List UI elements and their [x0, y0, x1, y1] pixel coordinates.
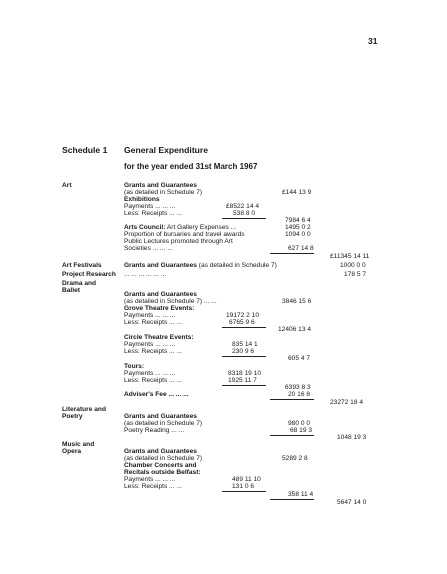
- art-council-label: Arts Council: Art Gallery Expenses ...: [124, 224, 237, 231]
- page-number: 31: [368, 36, 378, 46]
- drama-circle-receipts-amount: 230 9 6: [232, 348, 254, 355]
- music-gg-label: Grants and Guarantees: [124, 448, 197, 455]
- literature-section-rule: [270, 435, 314, 436]
- art-lectures-amount: 627 14 8: [288, 245, 314, 252]
- drama-grove-receipts-label: Less: Receipts ... ...: [124, 319, 182, 326]
- literature-gg-amount: 980 0 0: [288, 420, 310, 427]
- festivals-total: 1000 0 0: [340, 262, 366, 269]
- art-label: Art: [62, 182, 72, 189]
- art-lectures-label-2: Societies ... ... ...: [124, 245, 173, 252]
- drama-circle-net: 605 4 7: [288, 355, 310, 362]
- art-lectures-label-1: Public Lectures promoted through Art: [124, 238, 233, 245]
- art-payments-label: Payments ... ... ...: [124, 203, 176, 210]
- literature-label-2: Poetry: [62, 413, 83, 420]
- drama-tours-receipts-label: Less: Receipts ... ...: [124, 377, 182, 384]
- literature-total: 1048 19 3: [337, 434, 367, 441]
- drama-grove-net: 12406 13 4: [278, 326, 312, 333]
- music-chamber-net: 358 11 4: [288, 491, 314, 498]
- schedule-label: Schedule 1: [62, 145, 108, 155]
- art-receipts-amount: 538 8 0: [233, 210, 255, 217]
- music-label-2: Opera: [62, 448, 82, 455]
- drama-gg-amount: 3846 15 6: [282, 298, 312, 305]
- literature-gg-label: Grants and Guarantees: [124, 413, 197, 420]
- research-label: Project Research: [62, 271, 116, 278]
- drama-tours-label: Tours:: [124, 363, 145, 370]
- literature-gg-detail: (as detailed in Schedule 7): [124, 420, 203, 427]
- music-payments-amount: 489 11 10: [232, 476, 261, 483]
- drama-tours-receipts-amount: 1925 11 7: [228, 377, 257, 384]
- music-label-1: Music and: [62, 441, 95, 448]
- art-council-amount: 1495 0 2: [285, 224, 311, 231]
- art-exhibitions-rule: [222, 218, 266, 219]
- art-payments-amount: £8522 14 4: [226, 203, 260, 210]
- period-subtitle: for the year ended 31st March 1967: [124, 162, 258, 171]
- drama-circle-label: Circle Theatre Events:: [124, 334, 194, 341]
- music-receipts-label: Less: Receipts ... ...: [124, 483, 182, 490]
- literature-label-1: Literature and: [62, 406, 106, 413]
- art-bursaries-label: Proportion of bursaries and travel awards: [124, 231, 245, 238]
- literature-reading-label: Poetry Reading ... ...: [124, 427, 185, 434]
- drama-circle-payments-label: Payments ... ... ...: [124, 341, 176, 348]
- drama-circle-rule: [222, 356, 266, 357]
- drama-tours-rule: [222, 385, 266, 386]
- music-gg-amount: 5289 2 8: [282, 455, 308, 462]
- drama-label-1: Drama and: [62, 280, 97, 287]
- drama-circle-payments-amount: 835 14 1: [232, 341, 258, 348]
- art-bursaries-amount: 1094 0 0: [285, 231, 311, 238]
- art-gg-detail: (as detailed in Schedule 7): [124, 189, 203, 196]
- music-chamber-2: Recitals outside Belfast:: [124, 469, 201, 476]
- drama-gg-label: Grants and Guarantees: [124, 291, 197, 298]
- art-gg-amount: £144 13 9: [282, 189, 312, 196]
- drama-tours-payments-label: Payments ... ... ...: [124, 370, 176, 377]
- art-exhibitions-net: 7984 6 4: [285, 217, 311, 224]
- drama-grove-payments-label: Payments ... ... ...: [124, 312, 176, 319]
- music-section-rule: [270, 499, 314, 500]
- drama-grove-payments-amount: 19172 2 10: [226, 312, 260, 319]
- music-total: 5647 14 0: [337, 499, 367, 506]
- art-exhibitions: Exhibitions: [124, 196, 160, 203]
- drama-grove-label: Grove Theatre Events:: [124, 305, 195, 312]
- music-payments-label: Payments ... ... ...: [124, 476, 176, 483]
- drama-total: 23272 18 4: [330, 399, 364, 406]
- drama-gg-detail: (as detailed in Schedule 7) ... ...: [124, 298, 217, 305]
- drama-grove-receipts-amount: 6765 9 6: [229, 319, 255, 326]
- drama-tours-payments-amount: 8318 19 10: [228, 370, 262, 377]
- drama-label-2: Ballet: [62, 287, 80, 294]
- drama-section-rule: [270, 399, 314, 400]
- music-chamber-rule: [222, 491, 266, 492]
- literature-reading-amount: 68 19 3: [290, 427, 312, 434]
- art-gg-label: Grants and Guarantees: [124, 182, 197, 189]
- music-chamber-1: Chamber Concerts and: [124, 462, 197, 469]
- festivals-label: Art Festivals: [62, 262, 102, 269]
- drama-circle-receipts-label: Less: Receipts ... ...: [124, 348, 182, 355]
- music-gg-detail: (as detailed in Schedule 7): [124, 455, 203, 462]
- research-total: 178 5 7: [344, 271, 366, 278]
- music-receipts-amount: 131 0 6: [232, 483, 254, 490]
- festivals-text: Grants and Guarantees (as detailed in Schedule 7): [124, 262, 277, 269]
- drama-grove-rule: [222, 327, 266, 328]
- art-receipts-label: Less: Receipts ... ...: [124, 210, 182, 217]
- drama-tours-net: 6393 8 3: [285, 384, 311, 391]
- drama-adviser-label: Adviser's Fee ... ... ...: [124, 391, 189, 398]
- drama-adviser-amount: 20 16 8: [288, 391, 310, 398]
- art-section-rule: [270, 253, 314, 254]
- page-title: General Expenditure: [124, 145, 209, 155]
- research-dots: ... ... ... ... ... ...: [124, 271, 167, 278]
- art-total: £11345 14 11: [330, 253, 370, 260]
